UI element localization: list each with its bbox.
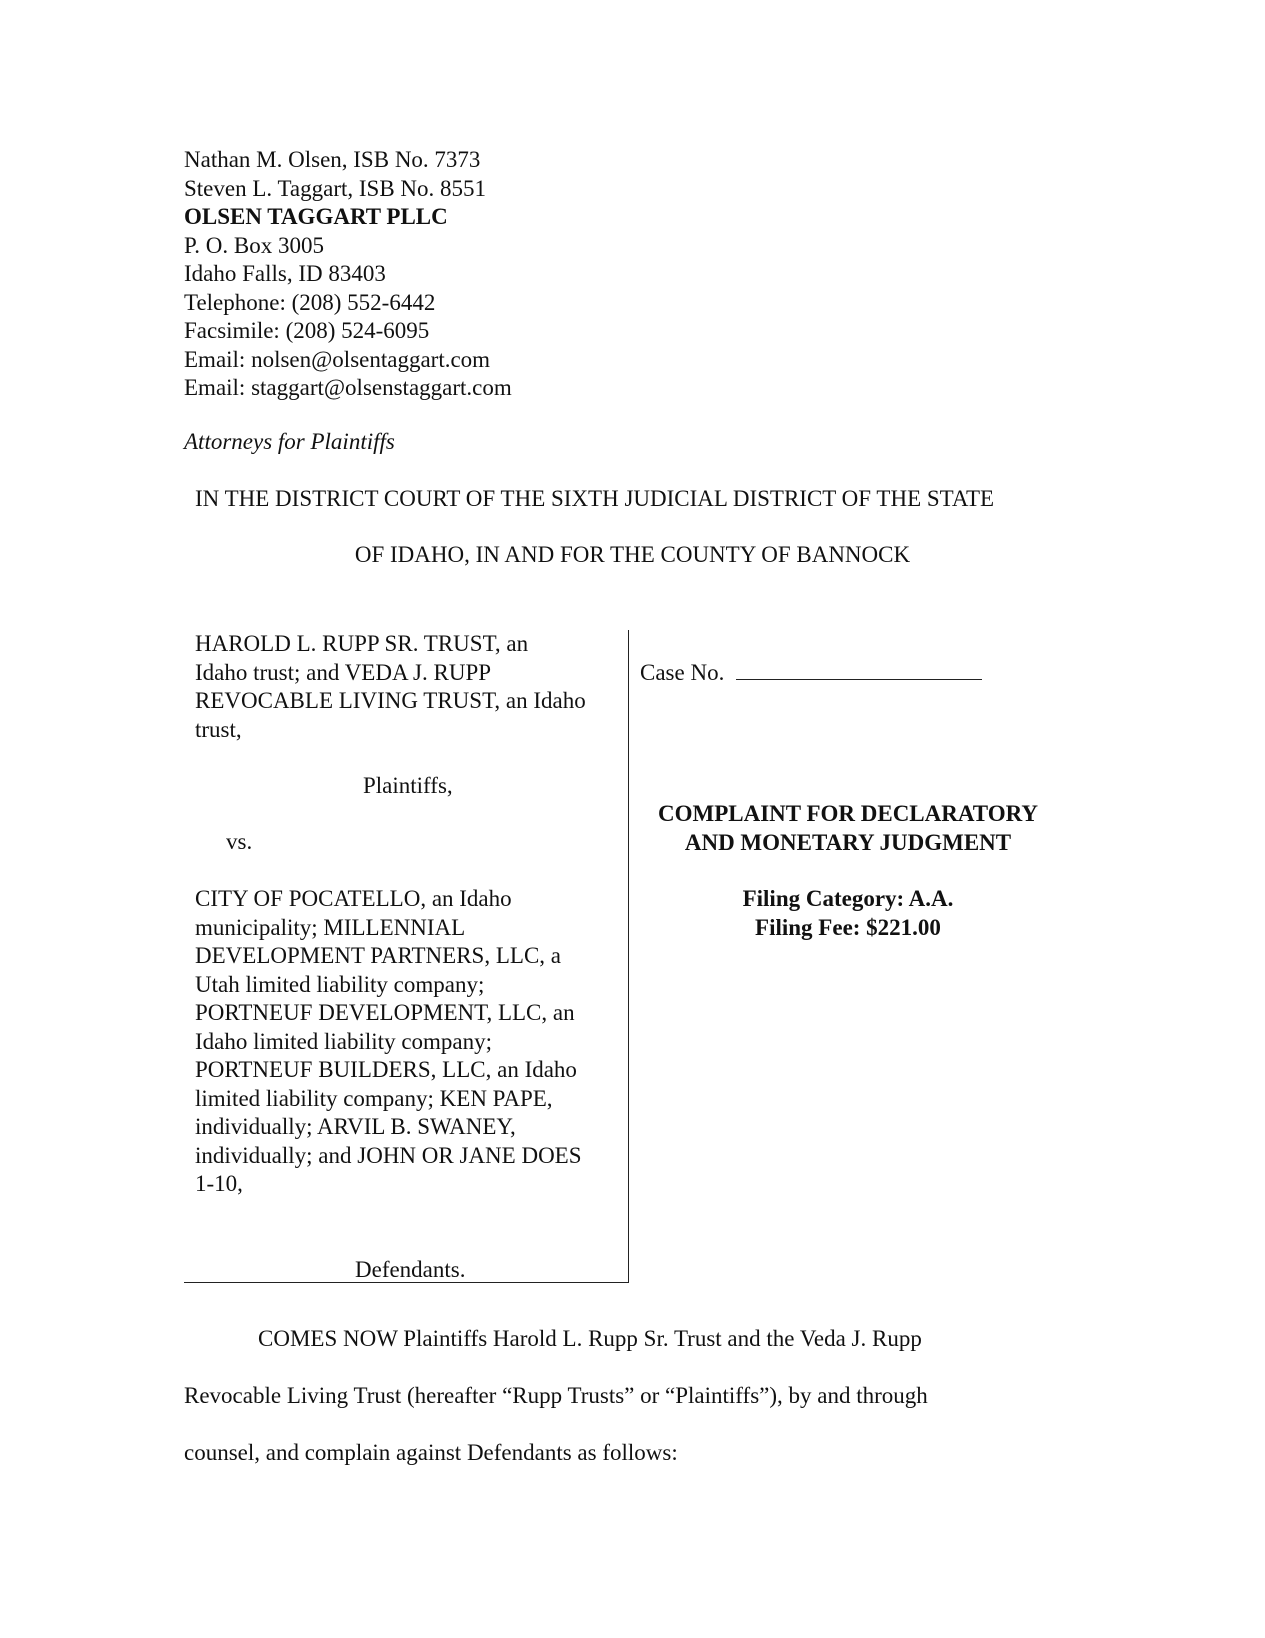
- firm-name: OLSEN TAGGART PLLC: [184, 204, 448, 229]
- defendants-line: individually; ARVIL B. SWANEY,: [195, 1114, 516, 1139]
- defendants-names: [195, 885, 620, 1199]
- plaintiffs-label: Plaintiffs,: [363, 773, 453, 798]
- attorney-line: Steven L. Taggart, ISB No. 8551: [184, 175, 487, 201]
- attorney-line: Nathan M. Olsen, ISB No. 7373: [184, 147, 481, 172]
- complaint-title: [628, 800, 1068, 857]
- body-line: counsel, and complain against Defendants as follows:: [184, 1440, 678, 1465]
- email-line: Email: nolsen@olsentaggart.com: [184, 346, 491, 372]
- attorney-block: [184, 146, 512, 403]
- complaint-title-line: COMPLAINT FOR DECLARATORY: [658, 801, 1038, 826]
- telephone-line: Telephone: (208) 552-6442: [184, 289, 436, 315]
- case-number: [640, 659, 982, 686]
- caption-parties-box: [184, 630, 629, 1283]
- complaint-body: [184, 1310, 1004, 1481]
- body-line: Revocable Living Trust (hereafter “Rupp Trusts” or “Plaintiffs”), by and through: [184, 1383, 928, 1408]
- defendants-line: individually; and JOHN OR JANE DOES: [195, 1142, 582, 1168]
- plaintiffs-names: [195, 630, 620, 744]
- plaintiffs-line: HAROLD L. RUPP SR. TRUST, an: [195, 631, 529, 656]
- email-line: Email: staggart@olsenstaggart.com: [184, 375, 512, 400]
- filing-category: Filing Category: A.A.: [742, 886, 954, 911]
- plaintiffs-line: REVOCABLE LIVING TRUST, an Idaho: [195, 688, 586, 713]
- complaint-title-line: AND MONETARY JUDGMENT: [684, 829, 1012, 855]
- defendants-line: PORTNEUF DEVELOPMENT, LLC, an: [195, 1000, 575, 1025]
- defendants-line: DEVELOPMENT PARTNERS, LLC, a: [195, 943, 562, 968]
- facsimile-line: Facsimile: (208) 524-6095: [184, 318, 430, 343]
- defendants-line: CITY OF POCATELLO, an Idaho: [195, 886, 512, 911]
- court-heading-line-2: OF IDAHO, IN AND FOR THE COUNTY OF BANNOCK: [354, 542, 911, 567]
- address-line: P. O. Box 3005: [184, 232, 324, 258]
- plaintiffs-line: Idaho trust; and VEDA J. RUPP: [195, 659, 492, 685]
- defendants-line: 1-10,: [195, 1171, 243, 1196]
- defendants-line: PORTNEUF BUILDERS, LLC, an Idaho: [195, 1057, 577, 1082]
- court-heading-line-1: IN THE DISTRICT COURT OF THE SIXTH JUDICIAL DISTRICT OF THE STATE: [195, 486, 995, 511]
- defendants-line: Utah limited liability company;: [195, 971, 485, 997]
- defendants-line: Idaho limited liability company;: [195, 1028, 493, 1054]
- plaintiffs-line: trust,: [195, 716, 242, 742]
- filing-fee: Filing Fee: $221.00: [755, 914, 941, 940]
- case-number-label: Case No.: [640, 660, 725, 685]
- filing-info: [628, 885, 1068, 942]
- attorney-role: Attorneys for Plaintiffs: [184, 429, 395, 454]
- case-number-blank-line: [736, 659, 982, 680]
- defendants-label: Defendants.: [355, 1257, 466, 1282]
- defendants-line: municipality; MILLENNIAL: [195, 914, 466, 940]
- body-line: COMES NOW Plaintiffs Harold L. Rupp Sr. Trust and the Veda J. Rupp: [258, 1326, 922, 1351]
- defendants-line: limited liability company; KEN PAPE,: [195, 1085, 553, 1111]
- versus-label: vs.: [226, 829, 253, 854]
- address-line: Idaho Falls, ID 83403: [184, 261, 386, 286]
